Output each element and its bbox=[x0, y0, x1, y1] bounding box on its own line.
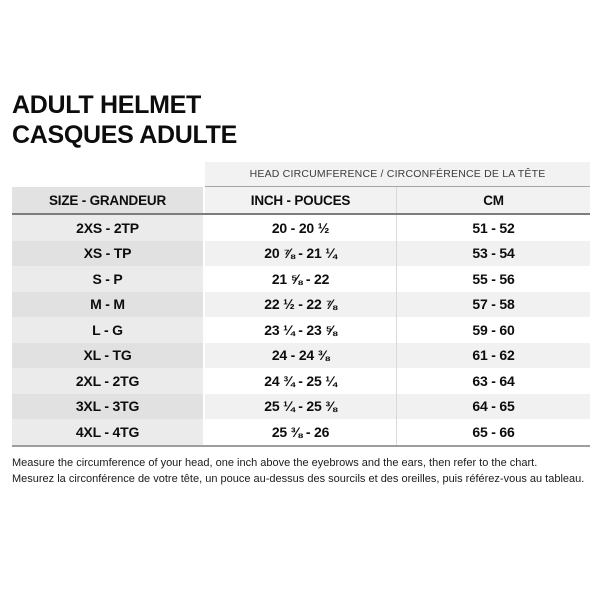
measurement-instructions bbox=[12, 456, 588, 487]
cm-cell: 59 - 60 bbox=[397, 317, 590, 343]
table-row bbox=[12, 317, 590, 343]
title-english: ADULT HELMET bbox=[12, 91, 201, 119]
inch-cell: 22 ½ - 22 ⅞ bbox=[205, 292, 397, 318]
cm-cell: 57 - 58 bbox=[397, 292, 590, 318]
cm-cell: 63 - 64 bbox=[397, 368, 590, 394]
inch-cell: 20 - 20 ½ bbox=[205, 215, 397, 241]
size-cell: L - G bbox=[12, 317, 205, 343]
band-spacer bbox=[12, 162, 205, 187]
table-body bbox=[12, 215, 590, 447]
size-cell: 2XL - 2TG bbox=[12, 368, 205, 394]
size-cell: 4XL - 4TG bbox=[12, 419, 205, 445]
inch-cell: 24 ¾ - 25 ¼ bbox=[205, 368, 397, 394]
table-row bbox=[12, 241, 590, 267]
size-cell: M - M bbox=[12, 292, 205, 318]
size-cell: 3XL - 3TG bbox=[12, 394, 205, 420]
inch-cell: 23 ¼ - 23 ⅝ bbox=[205, 317, 397, 343]
cm-cell: 61 - 62 bbox=[397, 343, 590, 369]
instruction-english: Measure the circumference of your head, one inch above the eyebrows and the ears, then refer to the chart. bbox=[12, 457, 538, 469]
head-circumference-label: HEAD CIRCUMFERENCE / CIRCONFÉRENCE DE LA TÊTE bbox=[205, 162, 590, 187]
size-cell: 2XS - 2TP bbox=[12, 215, 205, 241]
table-row bbox=[12, 266, 590, 292]
head-circumference-band bbox=[12, 162, 590, 187]
column-header-row bbox=[12, 187, 590, 215]
table-row bbox=[12, 419, 590, 445]
cm-cell: 51 - 52 bbox=[397, 215, 590, 241]
table-row bbox=[12, 368, 590, 394]
table-row bbox=[12, 394, 590, 420]
column-header-cm: CM bbox=[397, 187, 590, 213]
title-french: CASQUES ADULTE bbox=[12, 121, 237, 149]
size-cell: XL - TG bbox=[12, 343, 205, 369]
size-chart-table bbox=[12, 162, 590, 447]
inch-cell: 21 ⅝ - 22 bbox=[205, 266, 397, 292]
cm-cell: 64 - 65 bbox=[397, 394, 590, 420]
inch-cell: 25 ¼ - 25 ⅜ bbox=[205, 394, 397, 420]
table-row bbox=[12, 343, 590, 369]
column-header-inch: INCH - POUCES bbox=[205, 187, 397, 213]
cm-cell: 55 - 56 bbox=[397, 266, 590, 292]
size-cell: XS - TP bbox=[12, 241, 205, 267]
inch-cell: 24 - 24 ⅜ bbox=[205, 343, 397, 369]
cm-cell: 65 - 66 bbox=[397, 419, 590, 445]
table-row bbox=[12, 292, 590, 318]
inch-cell: 20 ⅞ - 21 ¼ bbox=[205, 241, 397, 267]
page-title bbox=[12, 90, 237, 150]
size-cell: S - P bbox=[12, 266, 205, 292]
table-row bbox=[12, 215, 590, 241]
instruction-french: Mesurez la circonférence de votre tête, un pouce au-dessus des sourcils et des oreilles, puis référez-vous au tableau. bbox=[12, 472, 585, 485]
inch-cell: 25 ⅜ - 26 bbox=[205, 419, 397, 445]
cm-cell: 53 - 54 bbox=[397, 241, 590, 267]
column-header-size: SIZE - GRANDEUR bbox=[12, 187, 205, 213]
